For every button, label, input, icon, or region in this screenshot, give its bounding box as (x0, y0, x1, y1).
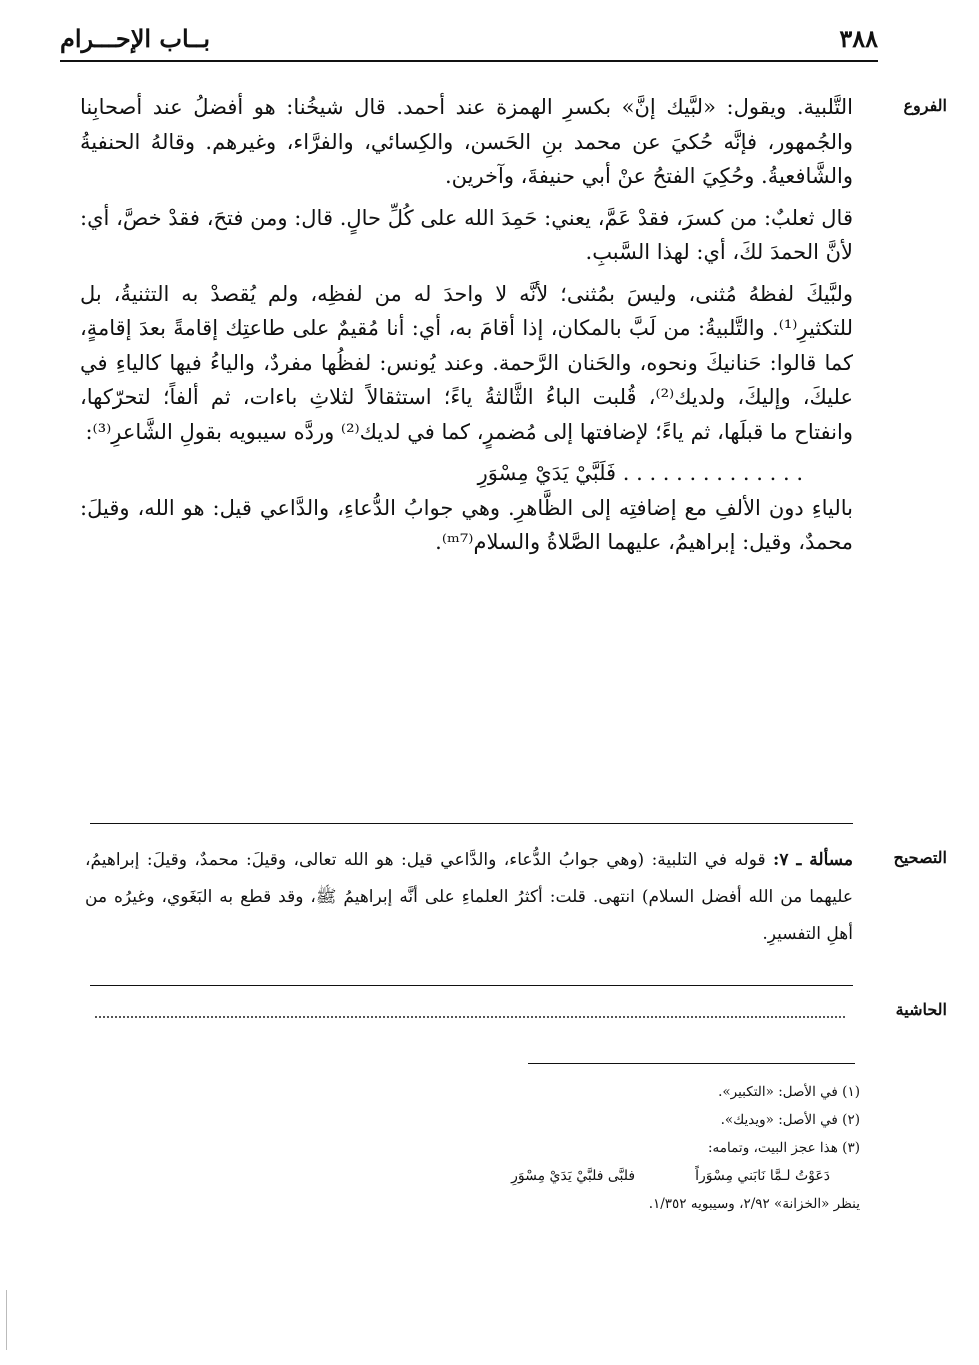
furu-label: الفروع (903, 96, 947, 115)
verse-first-hemistich: دَعَوْتُ لـمَّا نَابَني مِسْوَراً (695, 1168, 830, 1184)
footnote-1: (١) في الأصل: «التكبير». (718, 1084, 860, 1100)
verse-second-hemistich: فلبَّى فلبَّيْ يَدَيْ مِسْوَرِ (511, 1168, 636, 1184)
main-paragraph-1: التَّلبية. ويقول: «لبَّيك إنَّ» بكسرِ الهمزة عند أحمد. قال شيخُنا: هو أفضلُ عند أصحابِنا والجُمهور، فإنَّه حُكيَ عن محمد بنِ الحَسن، والكِسائي، والفرَّاء، وغيرهم. وقالهُ الحنفيةُ والشَّافعيةُ. وحُكِيَ الفتحُ عنْ أبي حنيفةَ، وآخرين. (80, 95, 853, 188)
footnote-3: (٣) هذا عجز البيت، وتمامه: (708, 1140, 860, 1156)
separator-rule (90, 985, 853, 986)
main-paragraph-3: ولبَّيكَ لفظهُ مُثنى، وليسَ بمُثنى؛ لأنَّه لا واحدَ له من لفظِه، ولم يُقصدْ به التثنيةُ، بل للتكثيرِ⁽¹⁾. والتَّلبيةُ: من لَبَّ بالمكان، إذا أقامَ به، أي: أنا مُقيمٌ على طاعتِك إقامةً بعدَ إقامةٍ، كما قالوا: حَنانيكَ ونحوه، والحَنان الرَّحمة. وعند يُونس: لفظُها مفردٌ، والياءُ فيها كالياءِ في عليكَ، وإليكَ، ولديك⁽²⁾، قُلبت الباءُ الثَّالثةُ ياءً؛ استثقالاً لثلاثِ باءات، ثم ألفاً؛ لتحرّكها، وانفتاح ما قبلَها، ثم ياءً؛ لإضافتها إلى مُضمرٍ، كما في لديك⁽²⁾ وردَّه سيبويه بقولِ الشَّاعرِ⁽³⁾: (80, 281, 853, 444)
hashiya-dotted-line (95, 1016, 845, 1018)
main-closing-paragraph: بالياءِ دون الألفِ مع إضافتِه إلى الظَّاهرِ. وهي جوابُ الدُّعاءِ، والدَّاعي قيل: هو الله، وقيلَ: محمدٌ، وقيل: إبراهيمُ، عليهما الصَّلاةُ والسلام⁽ᵐ⁷⁾. (80, 495, 853, 554)
tashih-text (85, 842, 853, 953)
page-header (60, 18, 878, 58)
footnote-source: ينظر «الخزانة» ٢/٩٢، وسيبويه ١/٣٥٢. (648, 1196, 860, 1212)
main-paragraph-2: قال ثعلبٌ: من كسرَ، فقدْ عَمَّ، يعني: حَمِدَ الله على كُلِّ حالٍ. قال: ومن فتحَ، فقدْ خصَّ، أي: لأنَّ الحمدَ لكَ، أي: لهذا السَّببِ. (80, 205, 853, 264)
header-rule (60, 60, 878, 62)
main-text (80, 90, 853, 567)
footnote-verse (300, 1162, 860, 1190)
tashih-body: قوله في التلبية: (وهي جوابُ الدُّعاء، والدَّاعي قيل: هو الله تعالى، وقيلَ: محمدٌ، وقيلَ: إبراهيمُ، عليهما من الله أفضل السلام) انتهى. قلت: أكثرُ العلماءِ على أنَّه إبراهيمُ ﷺ، وقد قطع به البَغَوي، وغيرُه من أهلِ التفسيرِ. (85, 850, 853, 944)
footnotes (300, 1078, 860, 1218)
verse-line: . . . . . . . . . . . . . . فَلَبَّيْ يَدَيْ مِسْوَرِ (477, 461, 803, 485)
footnote-rule (528, 1063, 855, 1064)
footnote-2: (٢) في الأصل: «ويديك». (720, 1112, 860, 1128)
hashiya-label: الحاشية (895, 1000, 947, 1019)
page-number: ٣٨٨ (839, 24, 878, 53)
scan-artifact (6, 1290, 7, 1350)
chapter-title: بــاب الإحـــرام (60, 24, 211, 53)
separator-rule (90, 823, 853, 824)
tashih-heading: مسألة ـ ٧: (773, 850, 854, 870)
tashih-label: التصحيح (893, 848, 947, 867)
